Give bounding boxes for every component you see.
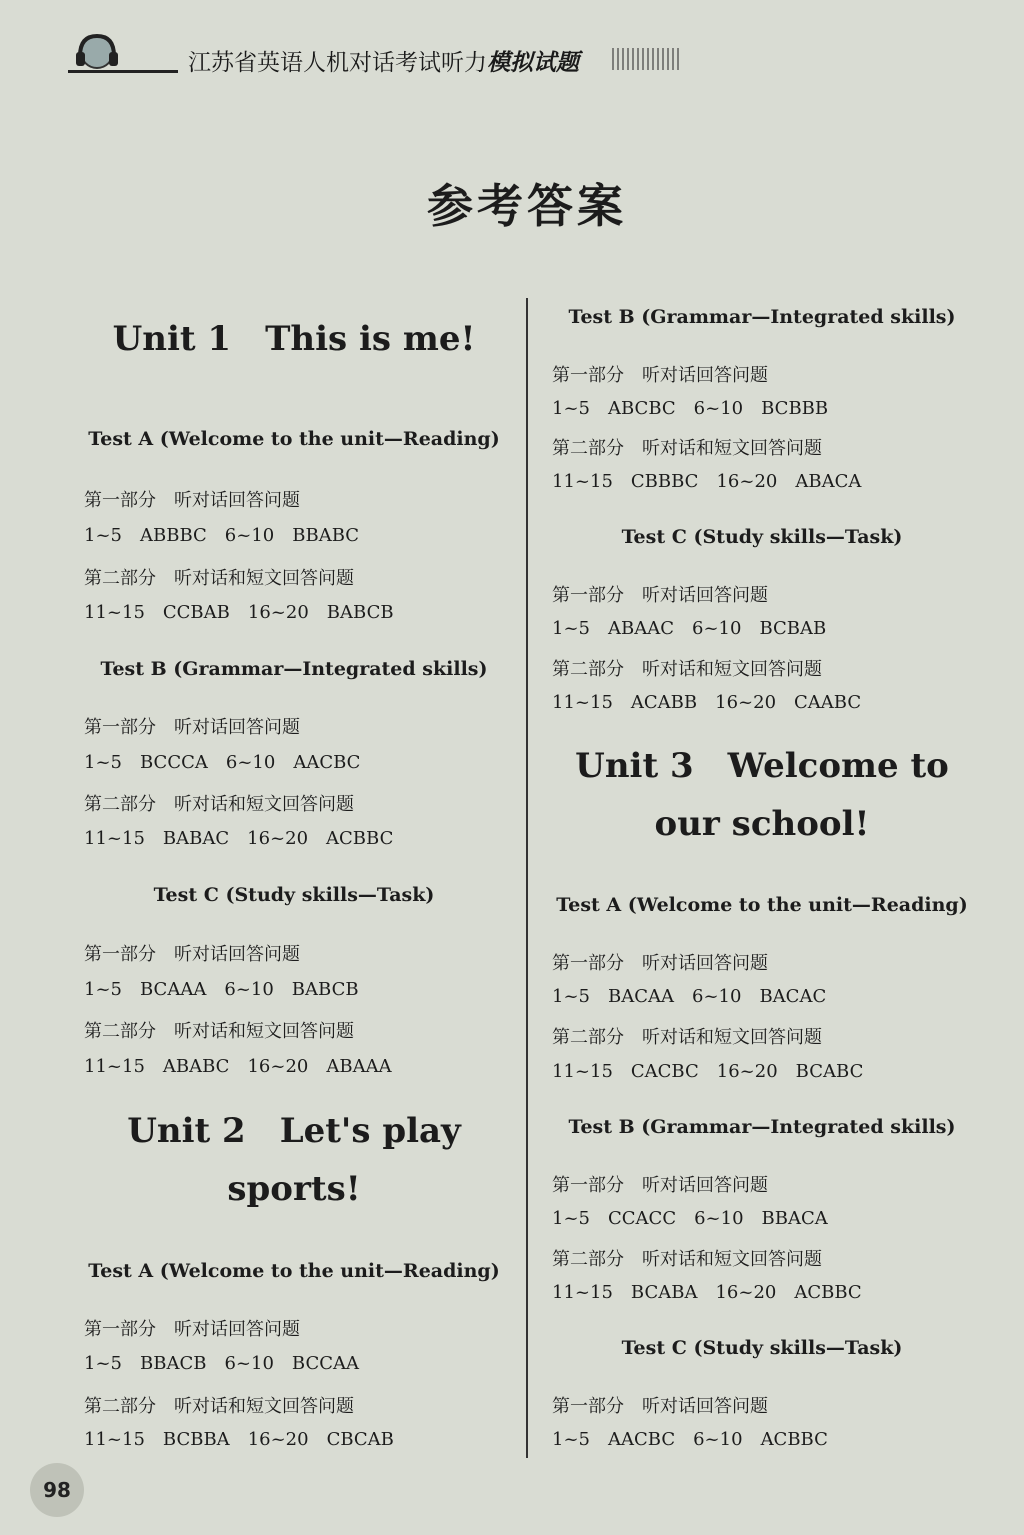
u3-testA-answers-1: 1~5 BACAA 6~10 BACAC: [552, 986, 827, 1007]
page-header: [60, 30, 960, 90]
u3-testA-title: Test A (Welcome to the unit—Reading): [556, 894, 968, 916]
u3-testA-answers-2: 11~15 CACBC 16~20 BCABC: [552, 1061, 864, 1082]
column-divider: [526, 298, 528, 1458]
u2-testC-title: Test C (Study skills—Task): [621, 526, 903, 548]
u2-testB-title: Test B (Grammar—Integrated skills): [568, 306, 956, 328]
u1-testC-part1-label: 第一部分 听对话回答问题: [84, 944, 300, 965]
header-dots: [612, 48, 682, 70]
u1-testB-answers-1: 1~5 BCCCA 6~10 AACBC: [84, 752, 361, 773]
page-title: 参考答案: [427, 179, 627, 233]
u1-testC-part2-label: 第二部分 听对话和短文回答问题: [84, 1021, 354, 1042]
header-underline: [68, 70, 178, 73]
unit-2-title-line2: sports!: [227, 1169, 361, 1209]
u1-testA-part1-label: 第一部分 听对话回答问题: [84, 490, 300, 511]
u1-testC-answers-2: 11~15 ABABC 16~20 ABAAA: [84, 1056, 392, 1077]
u2-testA-title: Test A (Welcome to the unit—Reading): [88, 1260, 500, 1282]
page-number: 98: [30, 1463, 84, 1517]
u3-testC-part1-label: 第一部分 听对话回答问题: [552, 1396, 768, 1417]
u2-testC-answers-1: 1~5 ABAAC 6~10 BCBAB: [552, 618, 827, 639]
u1-testC-answers-1: 1~5 BCAAA 6~10 BABCB: [84, 979, 359, 1000]
u2-testA-answers-1: 1~5 BBACB 6~10 BCCAA: [84, 1353, 360, 1374]
u1-testB-title: Test B (Grammar—Integrated skills): [100, 658, 488, 680]
unit-3-title-line1: Unit 3 Welcome to: [575, 746, 949, 786]
u2-testB-part1-label: 第一部分 听对话回答问题: [552, 365, 768, 386]
unit-1-title: Unit 1 This is me!: [112, 319, 476, 359]
u1-testB-part2-label: 第二部分 听对话和短文回答问题: [84, 794, 354, 815]
u2-testB-part2-label: 第二部分 听对话和短文回答问题: [552, 438, 822, 459]
u1-testB-part1-label: 第一部分 听对话回答问题: [84, 717, 300, 738]
u3-testB-answers-2: 11~15 BCABA 16~20 ACBBC: [552, 1282, 862, 1303]
u3-testB-answers-1: 1~5 CCACC 6~10 BBACA: [552, 1208, 828, 1229]
u2-testC-part1-label: 第一部分 听对话回答问题: [552, 585, 768, 606]
u2-testB-answers-1: 1~5 ABCBC 6~10 BCBBB: [552, 398, 829, 419]
u2-testC-part2-label: 第二部分 听对话和短文回答问题: [552, 659, 822, 680]
u3-testB-title: Test B (Grammar—Integrated skills): [568, 1116, 956, 1138]
u3-testB-part1-label: 第一部分 听对话回答问题: [552, 1175, 768, 1196]
header-title: 江苏省英语人机对话考试听力模拟试题: [188, 50, 579, 76]
u1-testA-title: Test A (Welcome to the unit—Reading): [88, 428, 500, 450]
u3-testC-answers-1: 1~5 AACBC 6~10 ACBBC: [552, 1429, 828, 1450]
u1-testC-title: Test C (Study skills—Task): [153, 884, 435, 906]
u2-testA-part1-label: 第一部分 听对话回答问题: [84, 1319, 300, 1340]
unit-3-title-line2: our school!: [654, 804, 870, 844]
u3-testA-part1-label: 第一部分 听对话回答问题: [552, 953, 768, 974]
u3-testB-part2-label: 第二部分 听对话和短文回答问题: [552, 1249, 822, 1270]
u2-testC-answers-2: 11~15 ACABB 16~20 CAABC: [552, 692, 862, 713]
u2-testA-part2-label: 第二部分 听对话和短文回答问题: [84, 1396, 354, 1417]
u1-testA-part2-label: 第二部分 听对话和短文回答问题: [84, 568, 354, 589]
unit-2-title-line1: Unit 2 Let's play: [127, 1111, 461, 1151]
u1-testB-answers-2: 11~15 BABAC 16~20 ACBBC: [84, 828, 394, 849]
u2-testB-answers-2: 11~15 CBBBC 16~20 ABACA: [552, 471, 862, 492]
u1-testA-answers-2: 11~15 CCBAB 16~20 BABCB: [84, 602, 394, 623]
u1-testA-answers-1: 1~5 ABBBC 6~10 BBABC: [84, 525, 360, 546]
u2-testA-answers-2: 11~15 BCBBA 16~20 CBCAB: [84, 1429, 394, 1450]
u3-testC-title: Test C (Study skills—Task): [621, 1337, 903, 1359]
u3-testA-part2-label: 第二部分 听对话和短文回答问题: [552, 1027, 822, 1048]
